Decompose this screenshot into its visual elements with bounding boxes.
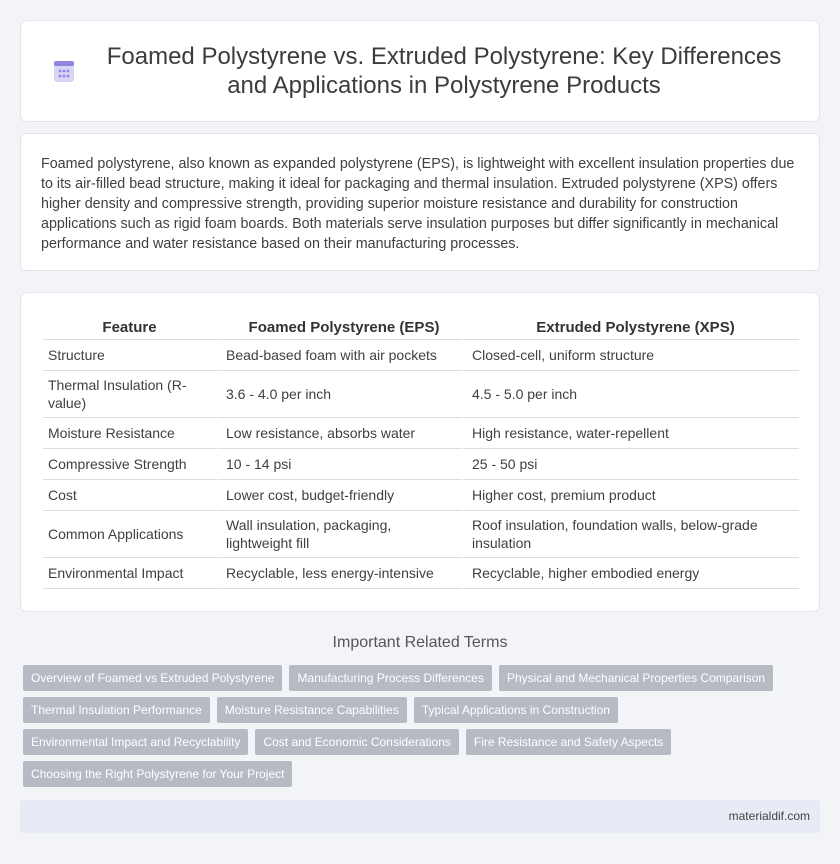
related-term-tag[interactable]: Environmental Impact and Recyclability <box>23 729 248 755</box>
eps-cell: 10 - 14 psi <box>218 449 464 480</box>
header-card <box>20 20 820 122</box>
feature-cell: Moisture Resistance <box>43 418 218 449</box>
xps-cell: Recyclable, higher embodied energy <box>464 558 799 589</box>
feature-cell: Structure <box>43 340 218 371</box>
document-icon <box>51 58 77 84</box>
related-term-tag[interactable]: Fire Resistance and Safety Aspects <box>466 729 671 755</box>
table-row <box>43 480 799 511</box>
table-row <box>43 558 799 589</box>
related-terms-title: Important Related Terms <box>332 634 508 651</box>
feature-cell: Environmental Impact <box>43 558 218 589</box>
xps-cell: Closed-cell, uniform structure <box>464 340 799 371</box>
related-term-tag[interactable]: Cost and Economic Considerations <box>255 729 458 755</box>
eps-cell: Wall insulation, packaging, lightweight fill <box>218 511 464 558</box>
related-terms-tags <box>23 665 823 793</box>
eps-cell: Bead-based foam with air pockets <box>218 340 464 371</box>
xps-cell: 4.5 - 5.0 per inch <box>464 371 799 418</box>
table-row <box>43 449 799 480</box>
comparison-table <box>43 313 799 589</box>
table-row <box>43 340 799 371</box>
table-header-row <box>43 313 799 340</box>
xps-cell: High resistance, water-repellent <box>464 418 799 449</box>
related-term-tag[interactable]: Choosing the Right Polystyrene for Your Project <box>23 761 292 787</box>
footer-site-link[interactable]: materialdif.com <box>728 809 810 823</box>
eps-cell: Recyclable, less energy-intensive <box>218 558 464 589</box>
tag-row <box>23 665 823 691</box>
related-term-tag[interactable]: Typical Applications in Construction <box>414 697 618 723</box>
tag-row <box>23 729 823 755</box>
related-term-tag[interactable]: Thermal Insulation Performance <box>23 697 210 723</box>
table-row <box>43 511 799 558</box>
feature-cell: Cost <box>43 480 218 511</box>
tag-row <box>23 761 823 787</box>
feature-cell: Common Applications <box>43 511 218 558</box>
feature-cell: Thermal Insulation (R-value) <box>43 371 218 418</box>
table-row <box>43 371 799 418</box>
eps-cell: Lower cost, budget-friendly <box>218 480 464 511</box>
xps-cell: 25 - 50 psi <box>464 449 799 480</box>
related-term-tag[interactable]: Moisture Resistance Capabilities <box>217 697 407 723</box>
tag-row <box>23 697 823 723</box>
xps-cell: Roof insulation, foundation walls, below-grade insulation <box>464 511 799 558</box>
intro-paragraph: Foamed polystyrene, also known as expanded polystyrene (EPS), is lightweight with excellent insulation properties due to its air-filled bead structure, making it ideal for packaging and thermal insulation. Extruded polystyrene (XPS) offers higher density and compressive strength, providing superior moisture resistance and durability for construction applications such as rigid foam boards. Both materials serve insulation purposes but differ significantly in mechanical performance and water resistance based on their manufacturing processes. <box>41 156 795 252</box>
xps-cell: Higher cost, premium product <box>464 480 799 511</box>
page-title: Foamed Polystyrene vs. Extruded Polystyrene: Key Differences and Applications in Polystyrene Products <box>106 43 782 99</box>
eps-cell: 3.6 - 4.0 per inch <box>218 371 464 418</box>
header-xps: Extruded Polystyrene (XPS) <box>464 313 799 340</box>
feature-cell: Compressive Strength <box>43 449 218 480</box>
related-term-tag[interactable]: Physical and Mechanical Properties Comparison <box>499 665 773 691</box>
header-eps: Foamed Polystyrene (EPS) <box>218 313 464 340</box>
eps-cell: Low resistance, absorbs water <box>218 418 464 449</box>
comparison-table-card <box>20 292 820 612</box>
footer <box>20 800 820 833</box>
intro-card <box>20 133 820 271</box>
header-feature: Feature <box>43 313 218 340</box>
table-row <box>43 418 799 449</box>
related-term-tag[interactable]: Overview of Foamed vs Extruded Polystyrene <box>23 665 282 691</box>
related-term-tag[interactable]: Manufacturing Process Differences <box>289 665 492 691</box>
